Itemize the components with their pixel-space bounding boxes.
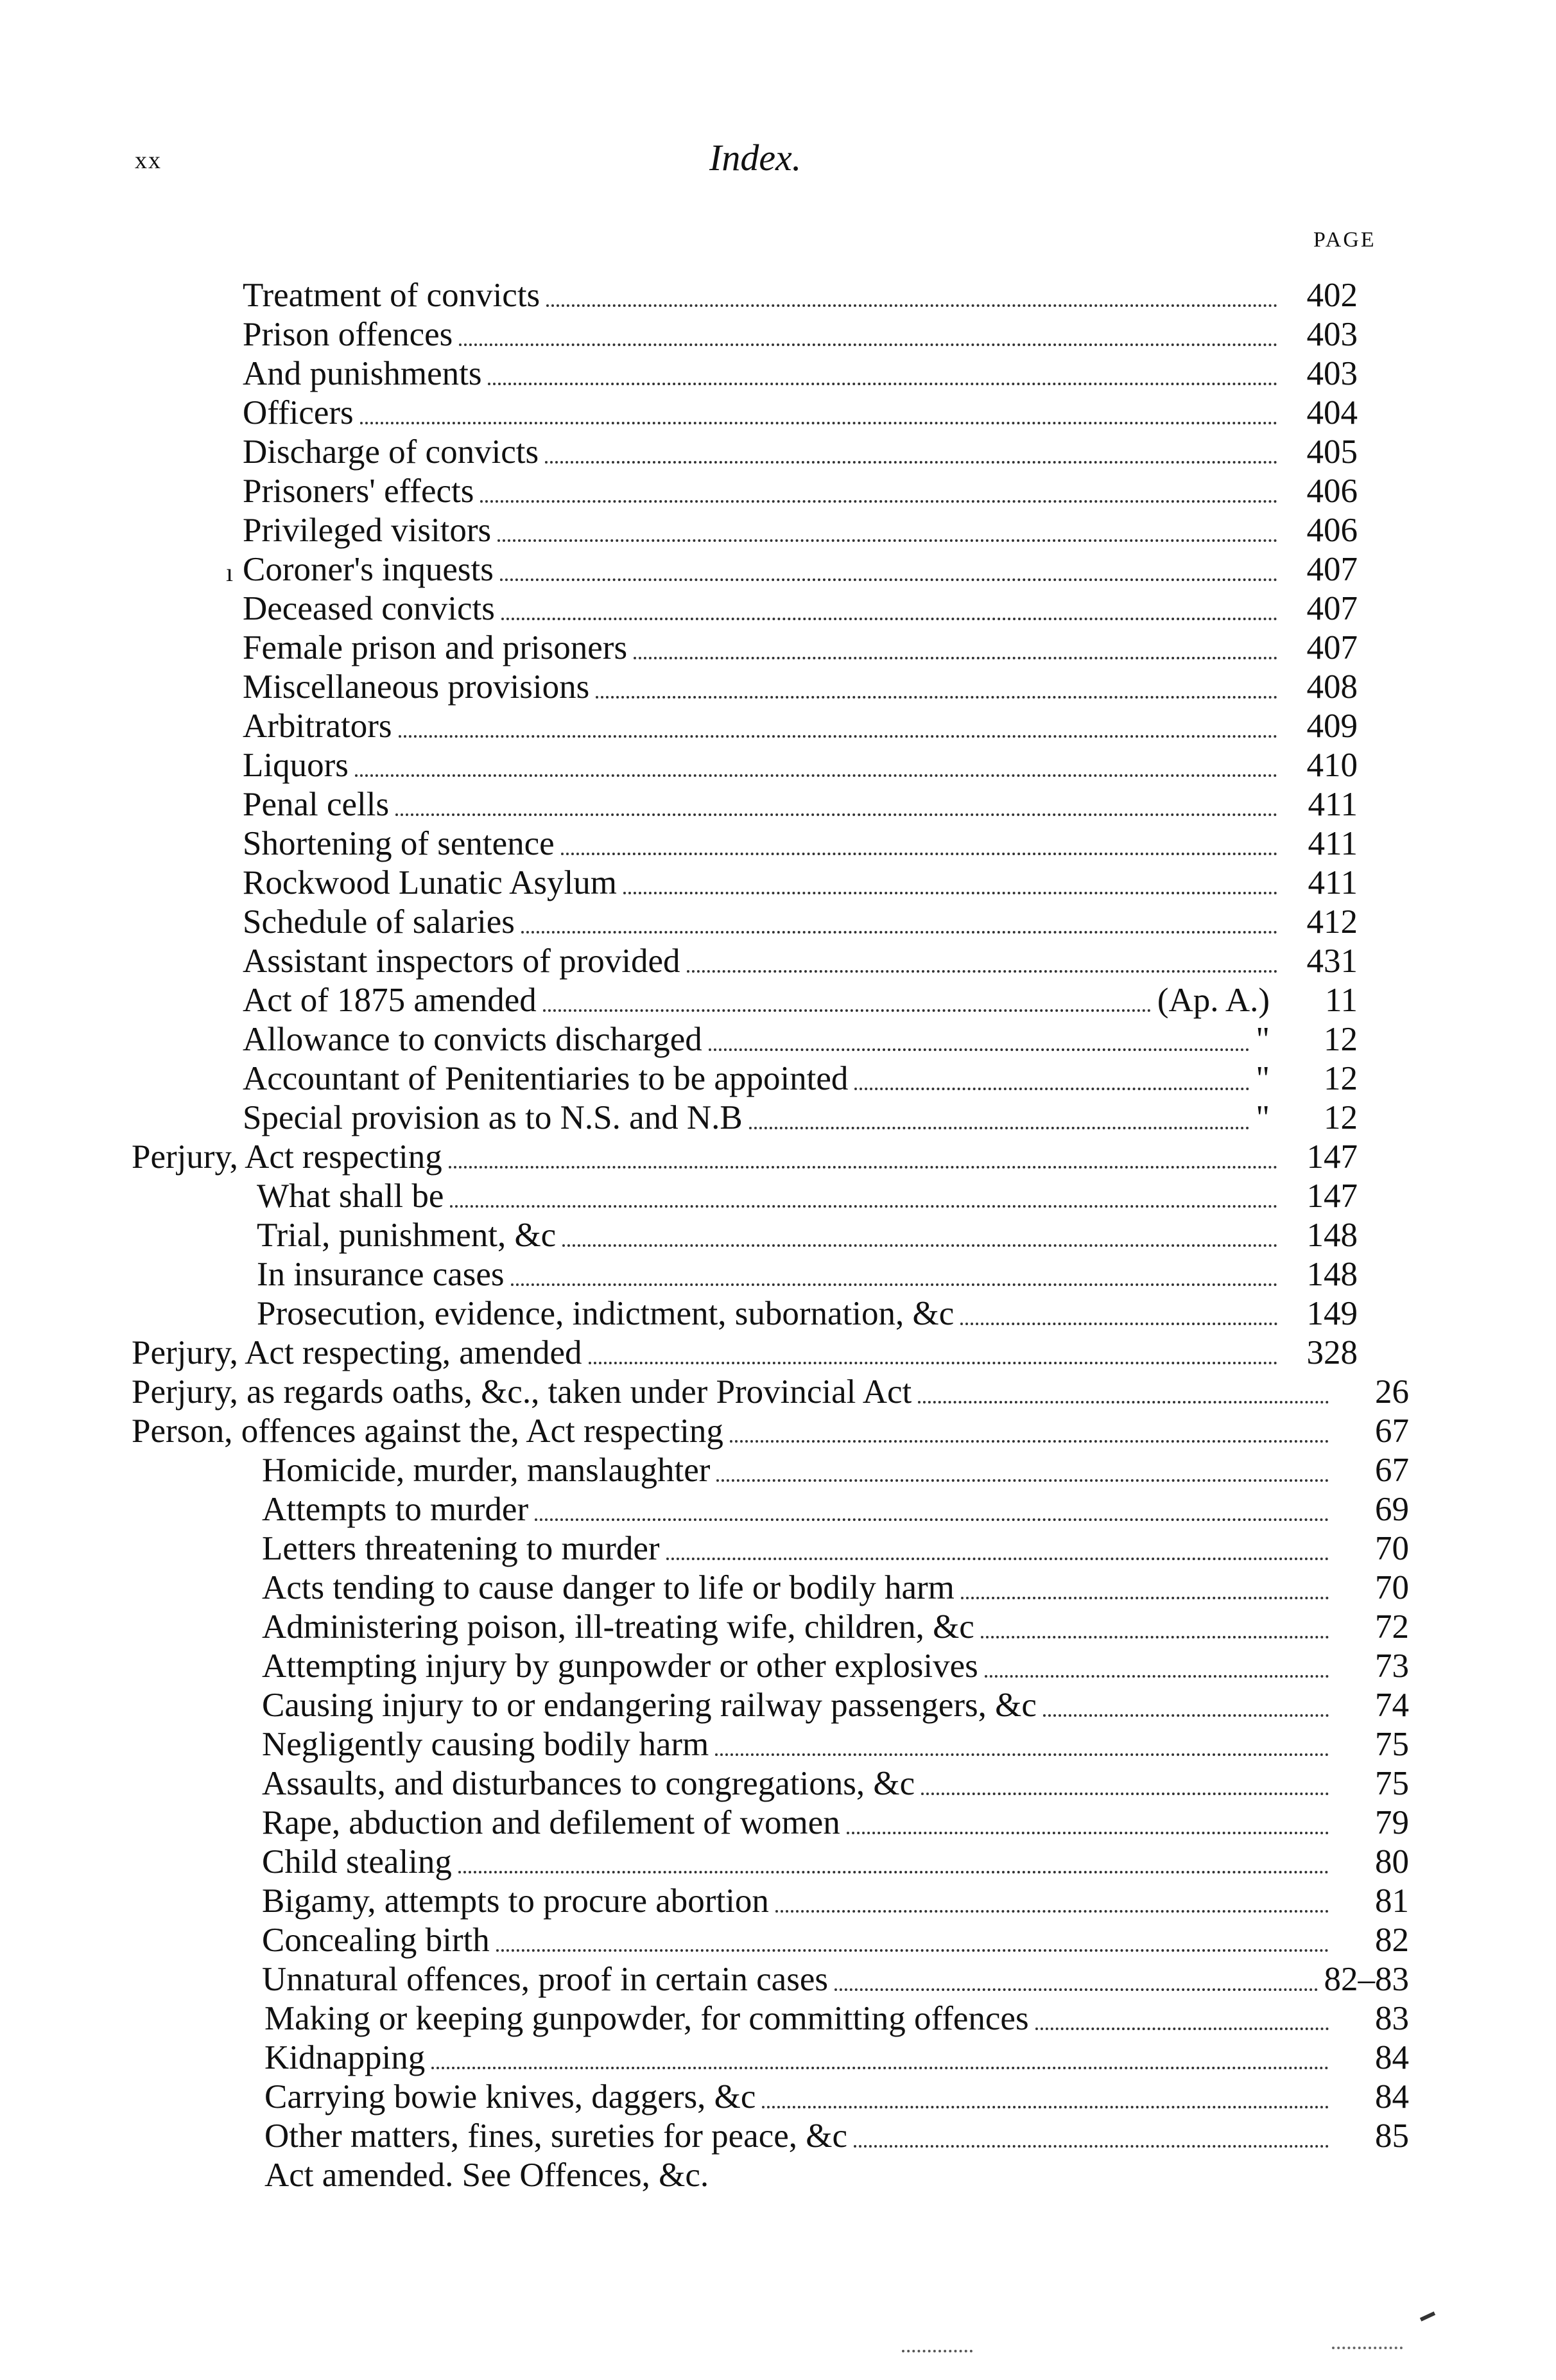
entry-text: Allowance to convicts discharged [243, 1021, 702, 1058]
entry-page-number: 403 [1306, 355, 1358, 392]
index-entry [262, 1764, 1409, 1803]
page-number: xx [135, 147, 162, 174]
dot-leader [500, 578, 1277, 581]
entry-page-number: 411 [1308, 786, 1358, 823]
index-entry [132, 1373, 1409, 1411]
entry-text: Treatment of convicts [243, 277, 540, 314]
dot-leader [511, 1283, 1277, 1286]
dot-leader [834, 1988, 1318, 1991]
index-entry [243, 1059, 1358, 1098]
entry-text: Deceased convicts [243, 590, 495, 627]
entry-text: Bigamy, attempts to procure abortion [262, 1882, 769, 1920]
entry-reference: " [1256, 1060, 1270, 1097]
dot-leader [985, 1675, 1329, 1678]
index-entry [243, 981, 1358, 1020]
index-entry [257, 1216, 1358, 1255]
entry-reference: (Ap. A.) [1157, 982, 1270, 1019]
index-entry [264, 2117, 1409, 2155]
index-entry [262, 1451, 1409, 1490]
index-entry [243, 629, 1358, 667]
index-entry [132, 1412, 1409, 1450]
entry-page-number: 405 [1306, 433, 1358, 471]
dot-leader [687, 970, 1277, 973]
dot-leader [623, 892, 1277, 894]
entry-page-number: 82 [1375, 1922, 1409, 1959]
dot-leader [459, 343, 1277, 346]
index-entry [262, 1647, 1409, 1685]
index-entry [262, 1686, 1409, 1724]
margin-mark: ı [226, 558, 234, 587]
dot-leader [496, 1949, 1329, 1952]
index-entry [257, 1294, 1358, 1333]
entry-text: Arbitrators [243, 708, 392, 745]
dot-leader [543, 1009, 1151, 1012]
entry-page-number: 26 [1375, 1373, 1409, 1411]
index-entry [262, 1529, 1409, 1568]
index-entry [132, 1138, 1358, 1176]
index-entry [262, 1568, 1409, 1607]
entry-text: Assaults, and disturbances to congregations, &c [262, 1765, 915, 1802]
index-entry [243, 433, 1358, 471]
entry-page-number: 11 [1324, 982, 1358, 1019]
entry-page-number: 404 [1306, 394, 1358, 431]
entry-text: Attempting injury by gunpowder or other explosives [262, 1647, 978, 1685]
dot-leader [1035, 2028, 1329, 2030]
entry-page-number: 12 [1324, 1060, 1358, 1097]
index-entry [243, 707, 1358, 745]
dot-leader [480, 500, 1277, 503]
dot-leader [961, 1597, 1329, 1599]
entry-text: Discharge of convicts [243, 433, 539, 471]
entry-page-number: 411 [1308, 864, 1358, 901]
entry-page-number: 84 [1375, 2078, 1409, 2115]
dot-leader [634, 657, 1277, 659]
entry-text: Officers [243, 394, 354, 431]
dot-leader [488, 383, 1277, 385]
dot-leader [501, 618, 1277, 620]
dot-leader [589, 1362, 1277, 1364]
dot-leader [360, 422, 1277, 424]
entry-text: Prosecution, evidence, indictment, subornation, &c [257, 1295, 955, 1332]
entry-page-number: 79 [1375, 1804, 1409, 1841]
index-entry [262, 1608, 1409, 1646]
index-entry [243, 315, 1358, 354]
index-entry [264, 2156, 709, 2194]
index-entry [243, 394, 1358, 432]
entry-page-number: 408 [1306, 668, 1358, 706]
index-entry [257, 1177, 1358, 1215]
index-entry [262, 1725, 1409, 1764]
entry-text: Perjury, Act respecting, amended [132, 1334, 582, 1371]
index-entry [243, 864, 1358, 902]
dot-leader [545, 461, 1277, 464]
dot-leader [562, 1244, 1277, 1247]
entry-text: Child stealing [262, 1843, 452, 1881]
index-entry [257, 1255, 1358, 1294]
entry-page-number: 407 [1306, 551, 1358, 588]
index-entry [243, 276, 1358, 315]
entry-page-number: 411 [1308, 825, 1358, 862]
entry-page-number: 83 [1375, 2000, 1409, 2037]
dot-leader [749, 1127, 1250, 1129]
entry-text: Act amended. See Offences, &c. [264, 2157, 709, 2194]
index-entry [243, 1020, 1358, 1059]
entry-text: Accountant of Penitentiaries to be appointed [243, 1060, 849, 1097]
index-entry [243, 589, 1358, 628]
dot-leader [960, 1323, 1277, 1325]
index-entry [243, 942, 1358, 980]
entry-text: Prison offences [243, 316, 453, 353]
entry-page-number: 67 [1375, 1452, 1409, 1489]
entry-page-number: 148 [1306, 1217, 1358, 1254]
entry-page-number: 12 [1324, 1099, 1358, 1136]
entry-text: In insurance cases [257, 1256, 505, 1293]
entry-reference: " [1256, 1099, 1270, 1136]
entry-text: Shortening of sentence [243, 825, 555, 862]
entry-page-number: 402 [1306, 277, 1358, 314]
entry-text: Concealing birth [262, 1922, 490, 1959]
entry-page-number: 409 [1306, 708, 1358, 745]
entry-text: Assistant inspectors of provided [243, 942, 680, 980]
entry-page-number: 69 [1375, 1491, 1409, 1528]
dot-leader [666, 1558, 1329, 1560]
entry-text: Acts tending to cause danger to life or bodily harm [262, 1569, 955, 1606]
entry-text: And punishments [243, 355, 482, 392]
entry-page-number: 147 [1306, 1138, 1358, 1176]
entry-text: Carrying bowie knives, daggers, &c [264, 2078, 756, 2115]
index-entry [262, 1490, 1409, 1529]
entry-page-number: 70 [1375, 1569, 1409, 1606]
entry-page-number: 80 [1375, 1843, 1409, 1881]
entry-text: Negligently causing bodily harm [262, 1726, 709, 1763]
dot-leader [546, 304, 1277, 307]
index-entry [262, 1882, 1409, 1920]
entry-text: Perjury, as regards oaths, &c., taken under Provincial Act [132, 1373, 912, 1411]
dot-leader [535, 1518, 1329, 1521]
entry-page-number: 410 [1306, 747, 1358, 784]
index-entry [264, 2038, 1409, 2077]
index-entry [243, 903, 1358, 941]
entry-page-number: 407 [1306, 590, 1358, 627]
dot-leader [521, 931, 1277, 934]
entry-page-number: 407 [1306, 629, 1358, 666]
index-entry [243, 472, 1358, 510]
entry-text: Causing injury to or endangering railway passengers, &c [262, 1687, 1037, 1724]
index-entry [243, 511, 1358, 550]
entry-text: Homicide, murder, manslaughter [262, 1452, 711, 1489]
footer-rule-mark [1420, 2311, 1435, 2322]
entry-text: Person, offences against the, Act respecting [132, 1412, 723, 1450]
dot-leader [355, 774, 1277, 777]
entry-page-number: 328 [1306, 1334, 1358, 1371]
entry-text: Other matters, fines, sureties for peace, &c [264, 2117, 847, 2155]
entry-page-number: 412 [1306, 903, 1358, 941]
entry-page-number: 403 [1306, 316, 1358, 353]
dot-leader [918, 1401, 1329, 1403]
entry-page-number: 84 [1375, 2039, 1409, 2076]
dot-leader [775, 1910, 1329, 1913]
dot-leader [709, 1048, 1250, 1051]
dot-leader [458, 1871, 1329, 1873]
entry-text: Rockwood Lunatic Asylum [243, 864, 617, 901]
index-entry [243, 1099, 1358, 1137]
entry-text: Attempts to murder [262, 1491, 529, 1528]
entry-text: Liquors [243, 747, 349, 784]
index-entry [262, 1843, 1409, 1881]
dot-leader [854, 2145, 1329, 2148]
running-head: Index. [709, 137, 802, 178]
entry-text: Coroner's inquests [243, 551, 494, 588]
entry-page-number: 67 [1375, 1412, 1409, 1450]
entry-text: Miscellaneous provisions [243, 668, 590, 706]
entry-reference: " [1256, 1021, 1270, 1058]
entry-page-number: 75 [1375, 1765, 1409, 1802]
index-entry [262, 1960, 1409, 1999]
entry-text: Making or keeping gunpowder, for committing offences [264, 2000, 1029, 2037]
dot-leader [921, 1793, 1329, 1795]
entry-page-number: 431 [1306, 942, 1358, 980]
dot-leader [497, 539, 1277, 542]
dot-leader [854, 1088, 1249, 1090]
dot-leader [981, 1636, 1329, 1638]
dot-leader [450, 1205, 1277, 1208]
entry-page-number: 74 [1375, 1687, 1409, 1724]
dot-leader [847, 1832, 1329, 1834]
index-entry [262, 1921, 1409, 1959]
dot-leader [1043, 1714, 1329, 1717]
dot-leader [596, 696, 1277, 699]
index-entry [243, 824, 1358, 863]
entry-page-number: 85 [1375, 2117, 1409, 2155]
entry-page-number: 149 [1306, 1295, 1358, 1332]
entry-page-number: 148 [1306, 1256, 1358, 1293]
entry-page-number: 73 [1375, 1647, 1409, 1685]
page-column-heading: PAGE [1313, 228, 1376, 252]
entry-text: Perjury, Act respecting [132, 1138, 442, 1176]
entry-page-number: 81 [1375, 1882, 1409, 1920]
entry-page-number: 147 [1306, 1177, 1358, 1215]
index-entry [243, 550, 1358, 589]
index-entry [243, 785, 1358, 824]
index-entry [243, 354, 1358, 393]
entry-text: Prisoners' effects [243, 473, 474, 510]
entry-page-number: 406 [1306, 473, 1358, 510]
entry-text: Schedule of salaries [243, 903, 515, 941]
index-entry [264, 2078, 1409, 2116]
entry-page-number: 406 [1306, 512, 1358, 549]
index-entry [262, 1803, 1409, 1842]
entry-text: Kidnapping [264, 2039, 426, 2076]
entry-text: Female prison and prisoners [243, 629, 628, 666]
dot-leader [730, 1440, 1329, 1443]
dot-leader [431, 2067, 1329, 2069]
entry-page-number: 70 [1375, 1530, 1409, 1567]
entry-text: Act of 1875 amended [243, 982, 537, 1019]
index-entry [132, 1333, 1358, 1372]
dot-leader [762, 2106, 1329, 2108]
entry-text: Special provision as to N.S. and N.B [243, 1099, 743, 1136]
entry-text: Letters threatening to murder [262, 1530, 660, 1567]
entry-text: Trial, punishment, &c [257, 1217, 557, 1254]
dot-leader [395, 813, 1277, 816]
index-entry [243, 668, 1358, 706]
entry-text: What shall be [257, 1177, 444, 1215]
entry-page-number: 75 [1375, 1726, 1409, 1763]
footer-rule-mark [902, 2350, 973, 2352]
index-entry [243, 746, 1358, 785]
dot-leader [715, 1753, 1329, 1756]
entry-text: Unnatural offences, proof in certain cases [262, 1961, 828, 1998]
footer-rule-mark [1332, 2347, 1403, 2349]
entry-page-number: 82–83 [1324, 1961, 1409, 1998]
dot-leader [561, 853, 1277, 855]
dot-leader [449, 1166, 1277, 1168]
dot-leader [399, 735, 1277, 738]
entry-text: Privileged visitors [243, 512, 492, 549]
entry-page-number: 72 [1375, 1608, 1409, 1646]
entry-text: Rape, abduction and defilement of women [262, 1804, 840, 1841]
index-entry [264, 1999, 1409, 2038]
entry-text: Penal cells [243, 786, 390, 823]
dot-leader [716, 1479, 1329, 1482]
entry-page-number: 12 [1324, 1021, 1358, 1058]
entry-text: Administering poison, ill-treating wife, children, &c [262, 1608, 974, 1646]
